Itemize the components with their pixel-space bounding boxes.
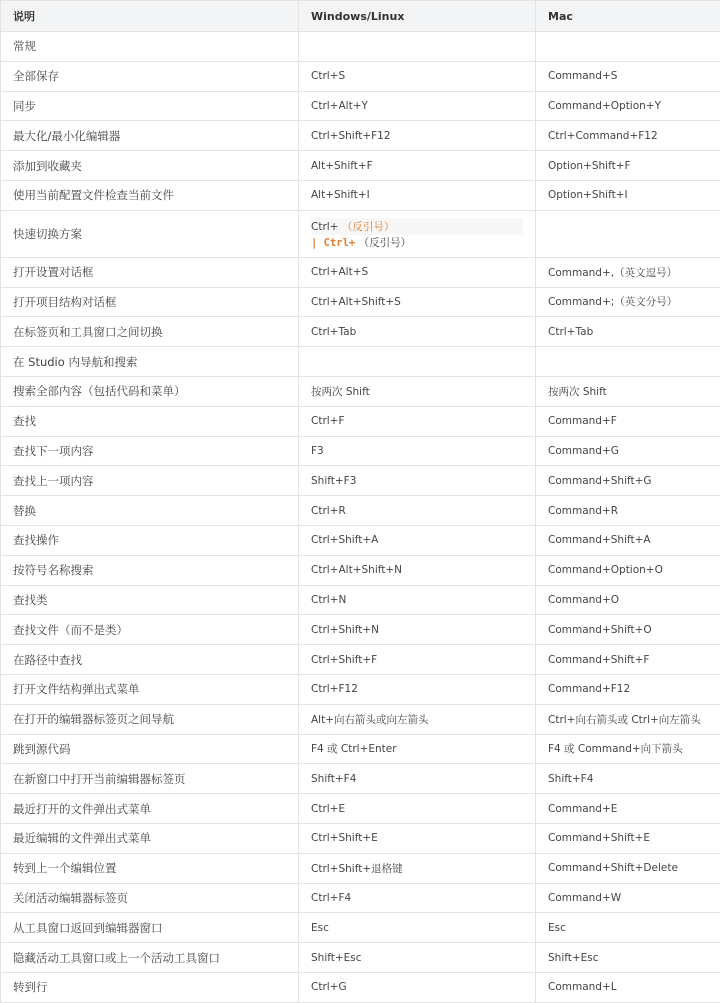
- windows-shortcut-cell: Ctrl+Shift+退格键: [299, 853, 536, 883]
- table-row: [1, 406, 720, 436]
- mac-shortcut-cell: Command+Shift+E: [536, 823, 720, 853]
- table-row: [1, 32, 720, 62]
- mac-shortcut-cell: [536, 347, 720, 377]
- description-cell: 打开项目结构对话框: [1, 287, 299, 317]
- mac-shortcut-cell: Command+S: [536, 61, 720, 91]
- windows-shortcut-cell: Ctrl+Alt+Shift+N: [299, 555, 536, 585]
- description-cell: 使用当前配置文件检查当前文件: [1, 180, 299, 210]
- mac-shortcut-cell: Command+Shift+A: [536, 525, 720, 555]
- windows-shortcut-cell: Ctrl+R: [299, 496, 536, 526]
- table-row: [1, 61, 720, 91]
- windows-shortcut-cell: Shift+Esc: [299, 943, 536, 973]
- mac-shortcut-cell: Command+E: [536, 794, 720, 824]
- windows-shortcut-cell: Ctrl+F: [299, 406, 536, 436]
- mac-shortcut-cell: Command+,（英文逗号）: [536, 257, 720, 287]
- table-row: [1, 913, 720, 943]
- table-row: [1, 794, 720, 824]
- table-row: [1, 853, 720, 883]
- description-cell: 替换: [1, 496, 299, 526]
- table-row: [1, 704, 720, 734]
- windows-shortcut-cell: [299, 32, 536, 62]
- mac-shortcut-cell: Command+;（英文分号）: [536, 287, 720, 317]
- windows-shortcut-cell: Ctrl+S: [299, 61, 536, 91]
- windows-shortcut-cell: Ctrl+Shift+F12: [299, 121, 536, 151]
- windows-shortcut-cell: Esc: [299, 913, 536, 943]
- windows-shortcut-cell: Shift+F4: [299, 764, 536, 794]
- windows-shortcut-cell: Ctrl+Alt+S: [299, 257, 536, 287]
- header-mac: Mac: [536, 1, 720, 32]
- table-row: [1, 615, 720, 645]
- description-cell: 最近打开的文件弹出式菜单: [1, 794, 299, 824]
- windows-shortcut-cell: [299, 210, 536, 257]
- description-cell: 最近编辑的文件弹出式菜单: [1, 823, 299, 853]
- table-row: [1, 525, 720, 555]
- description-cell: 关闭活动编辑器标签页: [1, 883, 299, 913]
- windows-shortcut-cell: 按两次 Shift: [299, 376, 536, 406]
- description-cell: 查找类: [1, 585, 299, 615]
- header-windows-linux: Windows/Linux: [299, 1, 536, 32]
- description-cell: 转到上一个编辑位置: [1, 853, 299, 883]
- table-row: [1, 436, 720, 466]
- table-row: [1, 180, 720, 210]
- header-description: 说明: [1, 1, 299, 32]
- mac-shortcut-cell: Command+Option+Y: [536, 91, 720, 121]
- mac-shortcut-cell: Command+F12: [536, 674, 720, 704]
- windows-shortcut-cell: Ctrl+N: [299, 585, 536, 615]
- table-row: [1, 210, 720, 257]
- windows-shortcut-cell: Ctrl+F4: [299, 883, 536, 913]
- description-cell: 打开设置对话框: [1, 257, 299, 287]
- mac-shortcut-cell: Command+O: [536, 585, 720, 615]
- description-cell: 跳到源代码: [1, 734, 299, 764]
- description-cell: 查找操作: [1, 525, 299, 555]
- quick-switch-line1: [311, 218, 523, 235]
- description-cell: 查找下一项内容: [1, 436, 299, 466]
- mac-shortcut-cell: Option+Shift+F: [536, 151, 720, 181]
- mac-shortcut-cell: 按两次 Shift: [536, 376, 720, 406]
- table-row: [1, 585, 720, 615]
- mac-shortcut-cell: Command+Shift+F: [536, 645, 720, 675]
- mac-shortcut-cell: F4 或 Command+向下箭头: [536, 734, 720, 764]
- windows-shortcut-cell: Alt+Shift+I: [299, 180, 536, 210]
- table-header-row: [1, 1, 720, 32]
- description-cell: 在标签页和工具窗口之间切换: [1, 317, 299, 347]
- description-cell: 搜索全部内容（包括代码和菜单）: [1, 376, 299, 406]
- windows-shortcut-cell: Ctrl+Alt+Y: [299, 91, 536, 121]
- description-cell: 查找上一项内容: [1, 466, 299, 496]
- table-row: [1, 376, 720, 406]
- description-cell: 查找文件（而不是类）: [1, 615, 299, 645]
- table-row: [1, 883, 720, 913]
- table-row: [1, 943, 720, 973]
- description-cell: 在路径中查找: [1, 645, 299, 675]
- description-cell: 从工具窗口返回到编辑器窗口: [1, 913, 299, 943]
- table-row: [1, 151, 720, 181]
- windows-shortcut-cell: Ctrl+Alt+Shift+S: [299, 287, 536, 317]
- mac-shortcut-cell: Ctrl+Command+F12: [536, 121, 720, 151]
- table-row: [1, 121, 720, 151]
- table-row: [1, 317, 720, 347]
- description-cell: 在打开的编辑器标签页之间导航: [1, 704, 299, 734]
- mac-shortcut-cell: Ctrl+Tab: [536, 317, 720, 347]
- mac-shortcut-cell: Command+W: [536, 883, 720, 913]
- mac-shortcut-cell: Command+Shift+G: [536, 466, 720, 496]
- table-row: [1, 972, 720, 1002]
- mac-shortcut-cell: Command+Shift+Delete: [536, 853, 720, 883]
- windows-shortcut-cell: Ctrl+G: [299, 972, 536, 1002]
- table-row: [1, 496, 720, 526]
- table-row: [1, 764, 720, 794]
- description-cell: 最大化/最小化编辑器: [1, 121, 299, 151]
- line1-orange: （反引号）: [342, 221, 395, 233]
- windows-shortcut-cell: F4 或 Ctrl+Enter: [299, 734, 536, 764]
- windows-shortcut-cell: Ctrl+Tab: [299, 317, 536, 347]
- table-row: [1, 734, 720, 764]
- description-cell: 全部保存: [1, 61, 299, 91]
- description-cell: 常规: [1, 32, 299, 62]
- mac-shortcut-cell: Esc: [536, 913, 720, 943]
- mac-shortcut-cell: Command+F: [536, 406, 720, 436]
- description-cell: 在新窗口中打开当前编辑器标签页: [1, 764, 299, 794]
- description-cell: 按符号名称搜索: [1, 555, 299, 585]
- description-cell: 查找: [1, 406, 299, 436]
- quick-switch-line2: [311, 235, 523, 250]
- mac-shortcut-cell: Command+L: [536, 972, 720, 1002]
- table-row: [1, 555, 720, 585]
- mac-shortcut-cell: Command+Option+O: [536, 555, 720, 585]
- windows-shortcut-cell: Ctrl+Shift+E: [299, 823, 536, 853]
- windows-shortcut-cell: Ctrl+Shift+A: [299, 525, 536, 555]
- description-cell: 转到行: [1, 972, 299, 1002]
- table-row: [1, 91, 720, 121]
- windows-shortcut-cell: Alt+向右箭头或向左箭头: [299, 704, 536, 734]
- line2-code: | Ctrl+: [311, 237, 355, 249]
- windows-shortcut-cell: Shift+F3: [299, 466, 536, 496]
- description-cell: 快速切换方案: [1, 210, 299, 257]
- description-cell: 同步: [1, 91, 299, 121]
- table-row: [1, 674, 720, 704]
- mac-shortcut-cell: Command+G: [536, 436, 720, 466]
- windows-shortcut-cell: Ctrl+Shift+N: [299, 615, 536, 645]
- table-row: [1, 823, 720, 853]
- windows-shortcut-cell: Ctrl+Shift+F: [299, 645, 536, 675]
- table-row: [1, 287, 720, 317]
- mac-shortcut-cell: Command+Shift+O: [536, 615, 720, 645]
- table-row: [1, 645, 720, 675]
- mac-shortcut-cell: [536, 32, 720, 62]
- description-cell: 打开文件结构弹出式菜单: [1, 674, 299, 704]
- table-row: [1, 347, 720, 377]
- windows-shortcut-cell: Ctrl+E: [299, 794, 536, 824]
- table-row: [1, 257, 720, 287]
- windows-shortcut-cell: F3: [299, 436, 536, 466]
- mac-shortcut-cell: Shift+F4: [536, 764, 720, 794]
- windows-shortcut-cell: [299, 347, 536, 377]
- line1-prefix: Ctrl+: [311, 221, 342, 233]
- windows-shortcut-cell: Ctrl+F12: [299, 674, 536, 704]
- mac-shortcut-cell: Shift+Esc: [536, 943, 720, 973]
- mac-shortcut-cell: Option+Shift+I: [536, 180, 720, 210]
- description-cell: 添加到收藏夹: [1, 151, 299, 181]
- table-row: [1, 466, 720, 496]
- description-cell: 在 Studio 内导航和搜索: [1, 347, 299, 377]
- mac-shortcut-cell: Ctrl+向右箭头或 Ctrl+向左箭头: [536, 704, 720, 734]
- line2-suffix: （反引号）: [355, 237, 411, 249]
- mac-shortcut-cell: [536, 210, 720, 257]
- description-cell: 隐藏活动工具窗口或上一个活动工具窗口: [1, 943, 299, 973]
- mac-shortcut-cell: Command+R: [536, 496, 720, 526]
- windows-shortcut-cell: Alt+Shift+F: [299, 151, 536, 181]
